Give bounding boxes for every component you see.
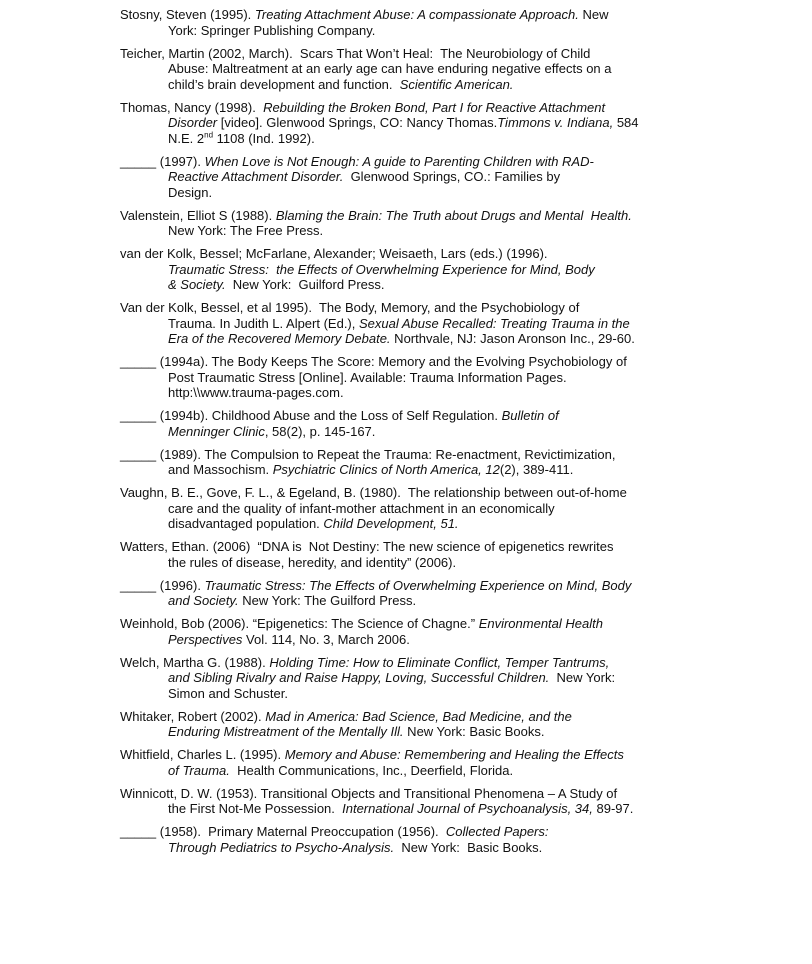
reference-entry-whitaker: Whitaker, Robert (2002). Mad in America: Bad Science, Bad Medicine, and the Enduring Mistreatment of the Mentally Ill. New York: Basic Books.: [120, 708, 572, 739]
reference-entry-stosny: Stosny, Steven (1995). Treating Attachment Abuse: A compassionate Approach. New York: Springer Publishing Company.: [120, 7, 609, 38]
reference-entry-vanderkolk-1994a: _____ (1994a). The Body Keeps The Score: Memory and the Evolving Psychobiology of Post Traumatic Stress [Online]. Available: Trauma Information Pages. http:\\www.trauma-pages.com.: [120, 354, 627, 400]
reference-entry-valenstein: Valenstein, Elliot S (1988). Blaming the Brain: The Truth about Drugs and Mental Health. New York: The Free Press.: [120, 207, 632, 238]
reference-entry-thomas-1997: _____ (1997). When Love is Not Enough: A guide to Parenting Children with RAD- Reactive Attachment Disorder. Glenwood Springs, CO.: Families by Design.: [120, 153, 594, 200]
reference-entry-welch: Welch, Martha G. (1988). Holding Time: How to Eliminate Conflict, Temper Tantrums, and Sibling Rivalry and Raise Happy, Loving, Successful Children. New York: Simon and Schuster.: [120, 654, 616, 701]
reference-entry-vaughn: Vaughn, B. E., Gove, F. L., & Egeland, B. (1980). The relationship between out-of-home care and the quality of infant-mother attachment in an economically disadvantaged population. Child Development, 51.: [120, 485, 627, 531]
reference-entry-winnicott-1958: _____ (1958). Primary Maternal Preoccupation (1956). Collected Papers: Through Pediatrics to Psycho-Analysis. New York: Basic Books.: [120, 824, 549, 855]
reference-entry-thomas-1998: Thomas, Nancy (1998). Rebuilding the Broken Bond, Part I for Reactive Attachment Disorder [video]. Glenwood Springs, CO: Nancy Thomas.Timmons v. Indiana, 584 N.E. 2nd 1108 (Ind. 1992).: [120, 99, 639, 146]
reference-entry-winnicott-1953: Winnicott, D. W. (1953). Transitional Objects and Transitional Phenomena – A Study of the First Not-Me Possession. International Journal of Psychoanalysis, 34, 89-97.: [120, 785, 634, 816]
reference-list: [120, 7, 700, 863]
reference-entry-watters-1996: _____ (1996). Traumatic Stress: The Effects of Overwhelming Experience on Mind, Body and Society. New York: The Guilford Press.: [120, 577, 632, 608]
reference-entry-teicher: Teicher, Martin (2002, March). Scars That Won’t Heal: The Neurobiology of Child Abuse: Maltreatment at an early age can have enduring negative effects on a child’s brain development and function. Scientific American.: [120, 45, 612, 92]
reference-entry-weinhold: Weinhold, Bob (2006). “Epigenetics: The Science of Chagne.” Environmental Health Perspectives Vol. 114, No. 3, March 2006.: [120, 616, 603, 647]
reference-entry-whitfield: Whitfield, Charles L. (1995). Memory and Abuse: Remembering and Healing the Effects of Trauma. Health Communications, Inc., Deerfield, Florida.: [120, 747, 624, 778]
reference-entry-vanderkolk-1989: _____ (1989). The Compulsion to Repeat the Trauma: Re-enactment, Revictimization, and Massochism. Psychiatric Clinics of North America, 12(2), 389-411.: [120, 446, 616, 477]
reference-entry-watters: Watters, Ethan. (2006) “DNA is Not Destiny: The new science of epigenetics rewrites the rules of disease, heredity, and identity” (2006).: [120, 539, 614, 570]
reference-entry-vanderkolk-1996: van der Kolk, Bessel; McFarlane, Alexander; Weisaeth, Lars (eds.) (1996). Traumatic Stress: the Effects of Overwhelming Experience for Mind, Body & Society. New York: Guilford Press.: [120, 246, 595, 292]
reference-entry-vanderkolk-1994b: _____ (1994b). Childhood Abuse and the Loss of Self Regulation. Bulletin of Menninger Clinic, 58(2), p. 145-167.: [120, 408, 559, 439]
reference-entry-vanderkolk-1995: Van der Kolk, Bessel, et al 1995). The Body, Memory, and the Psychobiology of Trauma. In Judith L. Alpert (Ed.), Sexual Abuse Recalled: Treating Trauma in the Era of the Recovered Memory Debate. Northvale, NJ: Jason Aronson Inc., 29-60.: [120, 300, 635, 346]
